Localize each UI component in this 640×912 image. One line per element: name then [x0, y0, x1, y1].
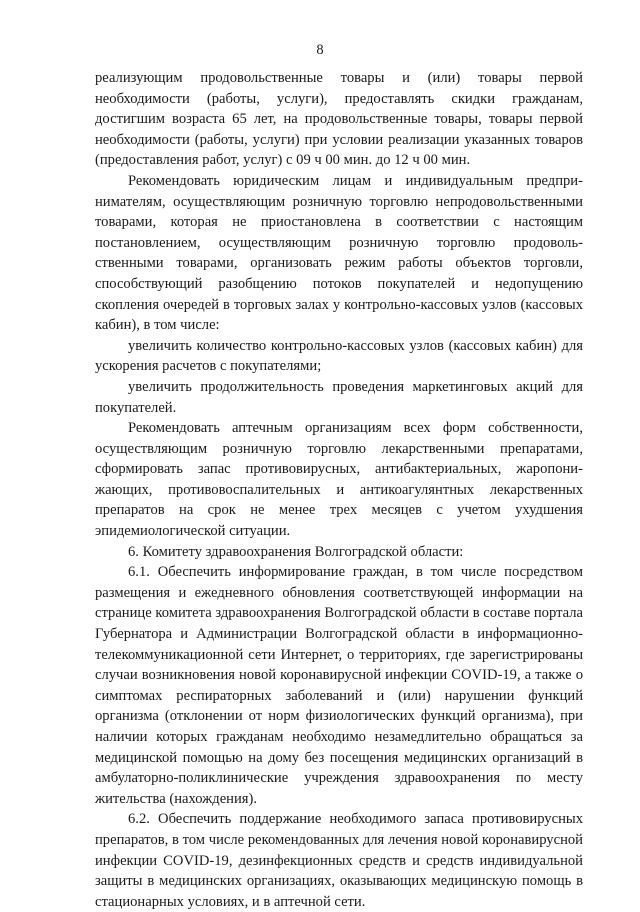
paragraph-discounts-continued: реализующим продовольственные товары и (или) товары первой необходимости (работы, услуги), предоставлять скидки гражданам, достигшим возраста 65 лет, на продовольственные товары, товары первой необходимости (работы, услуги) при условии реализации указанных товаров (предоставления работ, услуг) с 09 ч 00 мин. до 12 ч 00 мин. [95, 70, 583, 169]
paragraph-increase-checkouts: увеличить количество контрольно-кассовых узлов (кассовых кабин) для ускорения расчетов с покупателями; [95, 337, 583, 375]
paragraph-marketing-duration: увеличить продолжительность проведения маркетинговых акций для покупателей. [95, 378, 583, 416]
paragraph-6-1-informing: 6.1. Обеспечить информирование граждан, в том числе посредством размещения и ежедневного обновления соответствующей информации на странице комитета здравоохранения Волгоградской области в составе портала Губернатора и Администрации Волгоградской области в информационно-телекоммуникационной сети Интернет, о территориях, где зарегистрированы случаи возникновения новой коронавирусной инфекции COVID-19, а также о симптомах респираторных заболеваний и (или) нарушении функций организма (отклонении от норм физиологических функций организма), при наличии которых гражданам необходимо незамедлительно обращаться за медицинской помощью на дому без посещения медицинских организаций в амбулаторно-поликлинические учреждения здравоохранения по месту жительства (нахождения). [95, 564, 583, 807]
page-number: 8 [316, 42, 324, 58]
paragraph-pharmacy-recommendation: Рекомендовать аптечным организациям всех форм собственности, осуществляющим розничную торговлю лекарственными препаратами, сформировать запас противовирусных, антибактериальных, жаропонижающих, противовоспалительных и антикоагулянтных лекарственных препаратов на срок не менее трех месяцев с учетом ухудшения эпидемиологической ситуации. [95, 420, 583, 540]
section-heading-health-committee: 6. Комитету здравоохранения Волгоградской области: [128, 543, 464, 560]
document-body [95, 68, 583, 912]
paragraph-6-2-supplies: 6.2. Обеспечить поддержание необходимого запаса противовирусных препаратов, в том числе рекомендованных для лечения новой коронавирусной инфекции COVID-19, дезинфекционных средств и средств индивидуальной защиты в медицинских организациях, оказывающих медицинскую помощь в стационарных условиях, и в аптечной сети. [95, 811, 583, 910]
paragraph-retail-recommendation: Рекомендовать юридическим лицам и индивидуальным предпринимателям, осуществляющим розничную торговлю непродовольственными товарами, которая не приостановлена в соответствии с настоящим постановлением, осуществляющим розничную торговлю продовольственными товарами, организовать режим работы объектов торговли, способствующий разобщению потоков покупателей и недопущению скопления очередей в торговых залах у контрольно-кассовых узлов (кассовых кабин), в том числе: [95, 172, 583, 334]
